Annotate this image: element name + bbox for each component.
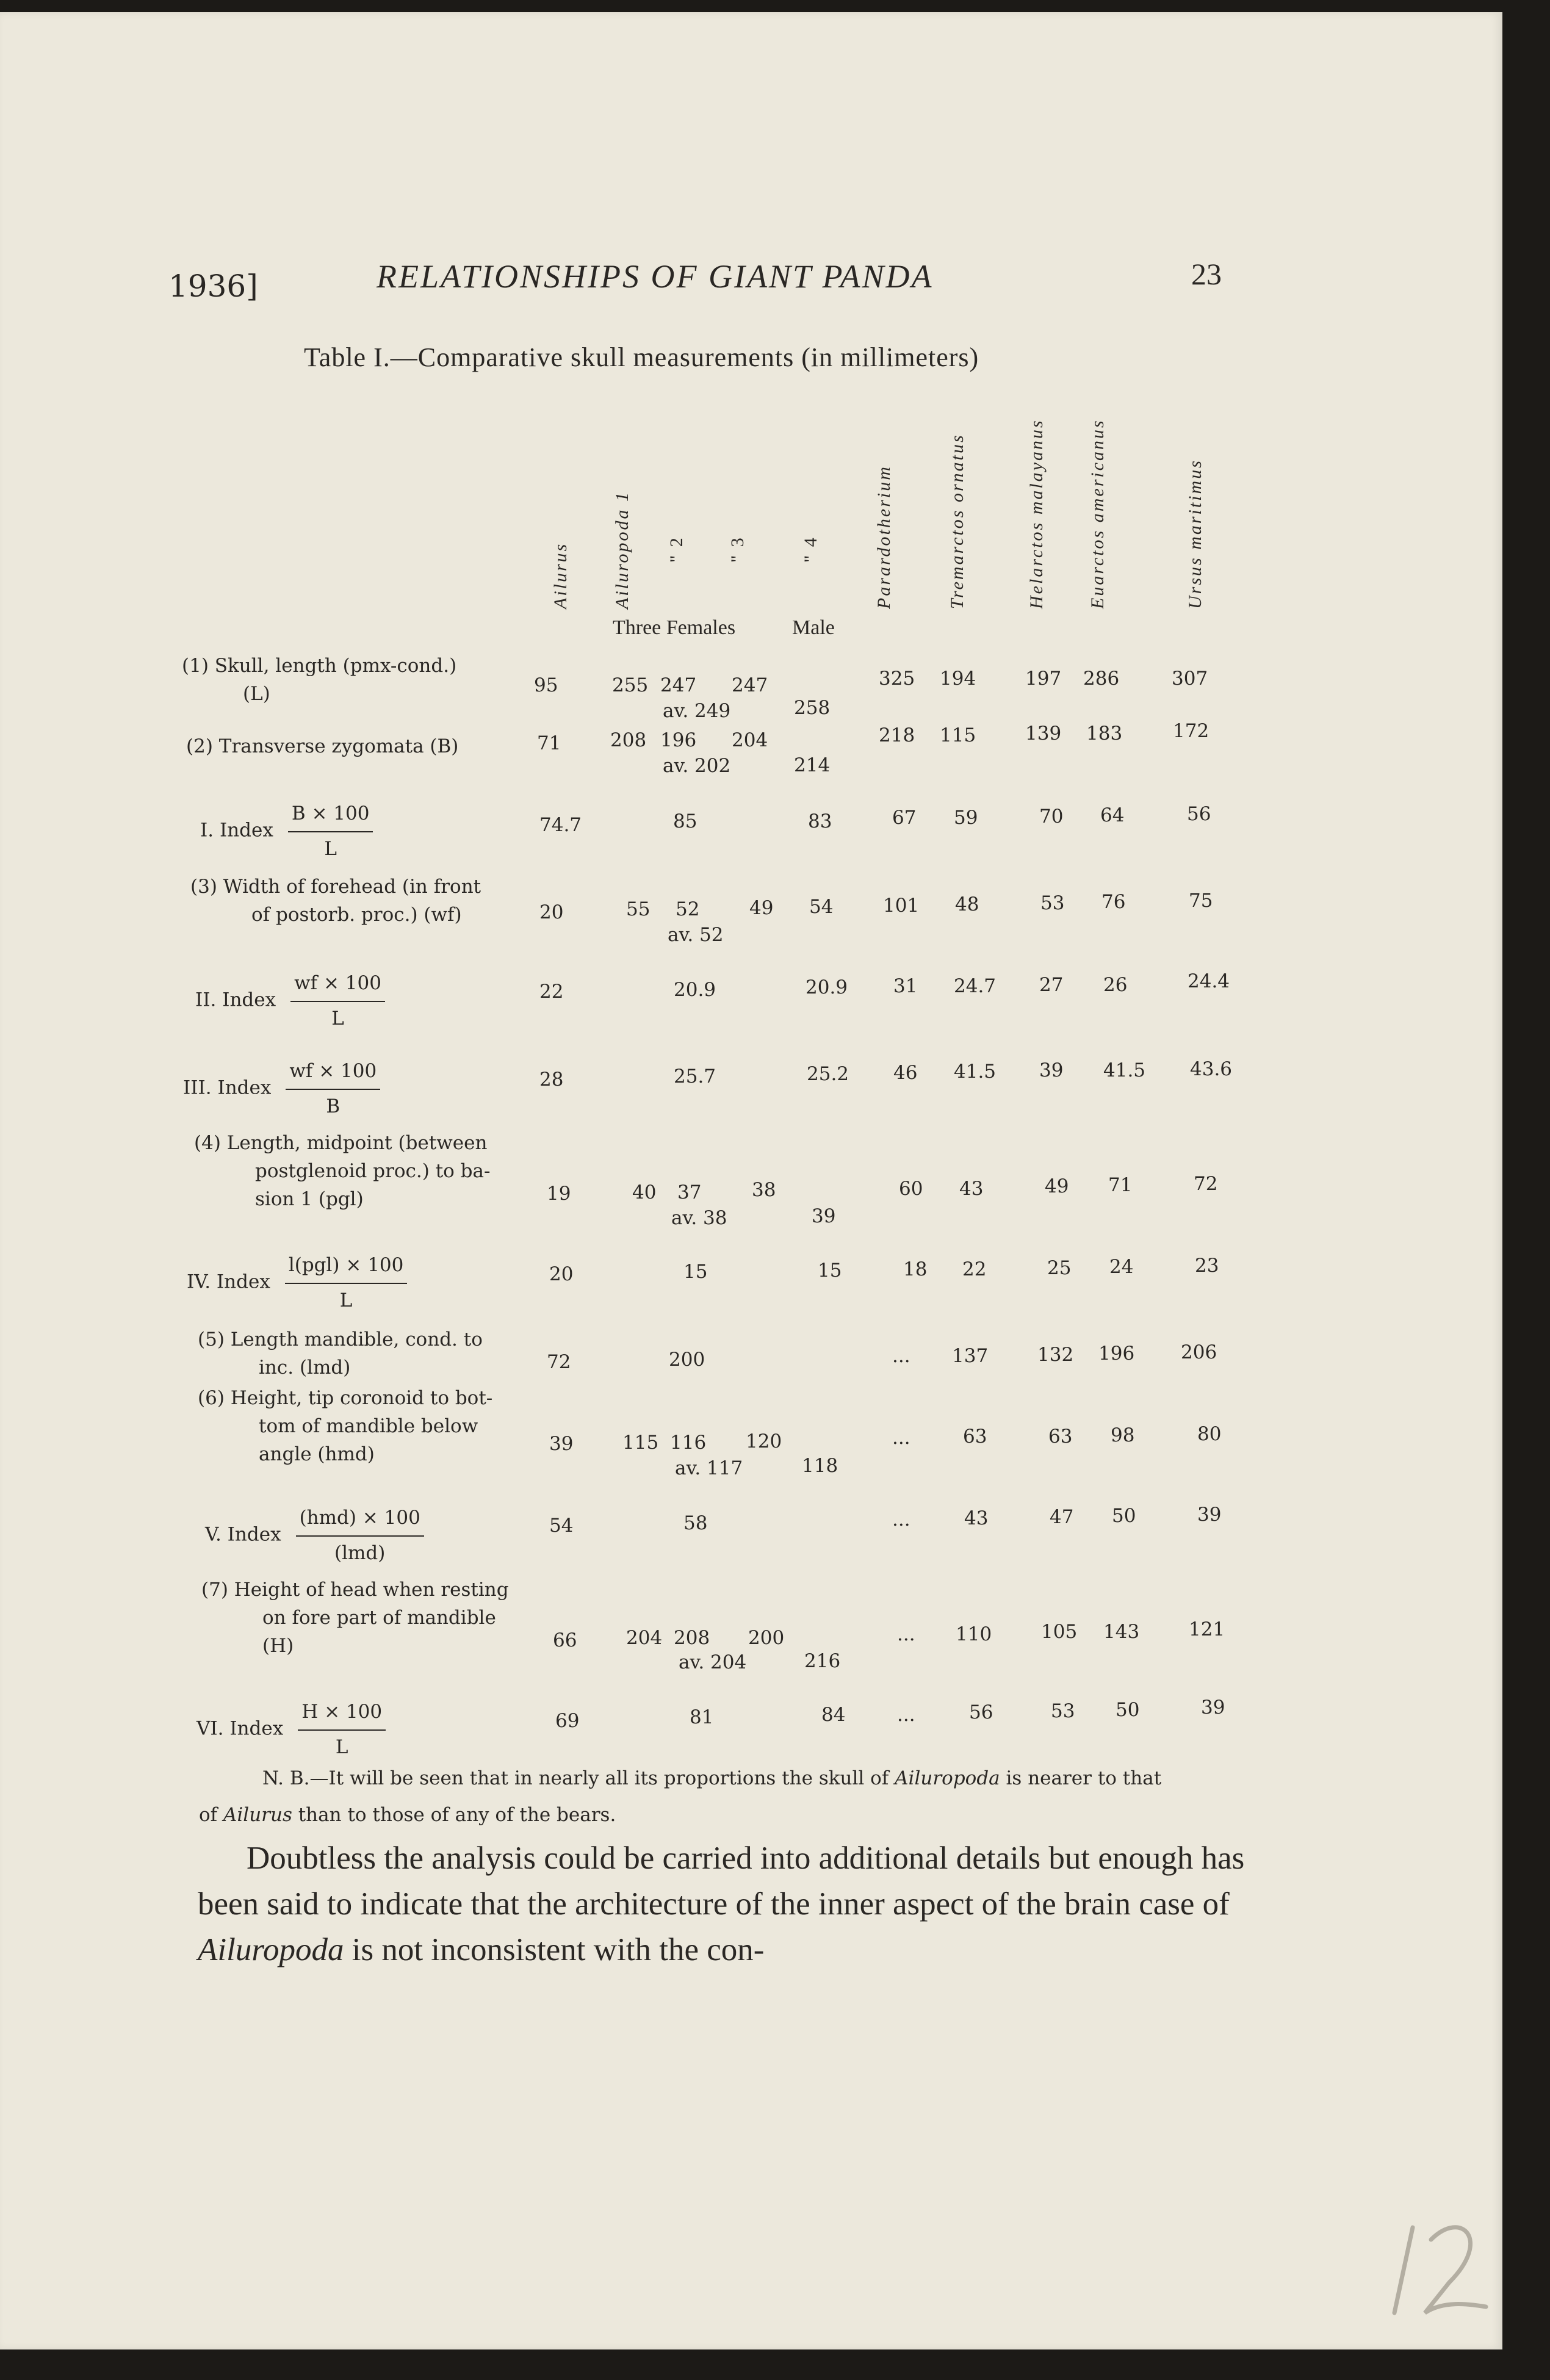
table-cell: 25 <box>1047 1257 1072 1279</box>
table-cell: 46 <box>893 1062 918 1084</box>
table-cell: 121 <box>1189 1618 1225 1640</box>
col-header-euarctos: Euarctos americanus <box>1087 419 1108 609</box>
table-cell: 69 <box>555 1710 580 1732</box>
table-cell: 66 <box>553 1629 577 1651</box>
table-cell: 84 <box>821 1704 846 1726</box>
row-label-transverse-zygomata: (2) Transverse zygomata (B) <box>186 735 459 757</box>
table-cell: 80 <box>1197 1423 1222 1445</box>
table-cell: 204 <box>626 1627 663 1649</box>
table-cell: 83 <box>808 810 832 832</box>
col-header-ursus: Ursus maritimus <box>1185 459 1205 609</box>
table-cell: 58 <box>683 1512 708 1534</box>
row-label-mandible-length: (5) Length mandible, cond. to inc. (lmd) <box>198 1329 483 1379</box>
table-cell: 39 <box>1201 1697 1225 1718</box>
table-cell: 52 <box>676 898 700 920</box>
index-label: IV. Index $\frac{\text{l(pgl) × 100}}{L}$ <box>187 1251 407 1314</box>
table-cell: 24.7 <box>954 975 997 997</box>
table-cell: 20.9 <box>806 976 848 998</box>
table-cell: 59 <box>954 807 978 829</box>
index-fraction: $\frac{\text{l(pgl) × 100}}{L}$ <box>285 1251 408 1314</box>
table-cell: 307 <box>1172 668 1208 690</box>
table-cell: 25.2 <box>807 1063 849 1085</box>
table-cell: 39 <box>812 1205 836 1227</box>
index-fraction: $\frac{wf \times 100}{L}$ <box>290 969 385 1033</box>
table-cell: 24.4 <box>1188 970 1230 992</box>
table-cell: 76 <box>1101 891 1126 913</box>
table-cell: 50 <box>1116 1699 1140 1721</box>
index-label: I. Index $\frac{B \times 100}{L}$ <box>200 799 373 863</box>
average-value: av. 38 <box>671 1207 727 1229</box>
index-label: III. Index $\frac{wf \times 100}{B}$ <box>183 1057 380 1120</box>
table-cell: 48 <box>955 893 979 915</box>
table-cell: 214 <box>794 754 831 776</box>
table-cell: 39 <box>1039 1059 1064 1081</box>
table-cell: 15 <box>683 1261 708 1283</box>
index-fraction: $\frac{H \times 100}{L}$ <box>298 1698 386 1761</box>
table-cell: 26 <box>1103 974 1128 996</box>
table-cell: 216 <box>804 1650 841 1672</box>
table-cell: 258 <box>794 697 831 719</box>
page-sheet <box>0 12 1502 2349</box>
table-cell: 40 <box>632 1181 657 1203</box>
table-cell: 50 <box>1112 1505 1136 1527</box>
table-cell: ... <box>892 1427 910 1449</box>
index-fraction: $\frac{wf \times 100}{B}$ <box>286 1057 380 1120</box>
table-cell: ... <box>897 1623 915 1645</box>
table-note: N. B.—It will be seen that in nearly all its proportions the skull of Ailuropoda is nearer to that <box>262 1767 1162 1789</box>
row-label-skull-length: (1) Skull, length (pmx-cond.) (L) <box>182 655 457 705</box>
group-male: Male <box>792 616 835 639</box>
table-cell: 53 <box>1040 892 1065 914</box>
table-cell: 53 <box>1051 1700 1075 1722</box>
table-cell: 183 <box>1086 723 1123 745</box>
table-cell: 95 <box>534 674 558 696</box>
table-cell: 43 <box>964 1507 989 1529</box>
table-cell: 43.6 <box>1190 1058 1233 1080</box>
row-label-midpoint-length: (4) Length, midpoint (between postglenoid proc.) to ba- sion 1 (pgl) <box>194 1132 491 1210</box>
table-cell: 64 <box>1100 804 1125 826</box>
table-cell: 197 <box>1025 668 1062 690</box>
index-fraction: $\frac{\text{(hmd) × 100}}{\text{(lmd)}}$ <box>296 1504 424 1567</box>
table-cell: 120 <box>746 1430 782 1452</box>
index-label: VI. Index $\frac{H \times 100}{L}$ <box>196 1698 386 1761</box>
table-cell: 208 <box>674 1627 710 1649</box>
table-cell: 56 <box>969 1701 993 1723</box>
table-cell: 55 <box>626 898 651 920</box>
table-cell: 172 <box>1173 720 1209 742</box>
table-cell: 60 <box>899 1178 923 1200</box>
index-fraction: $\frac{B \times 100}{L}$ <box>288 799 373 863</box>
table-cell: 31 <box>893 975 918 997</box>
table-cell: ... <box>892 1509 910 1531</box>
table-cell: 143 <box>1103 1621 1140 1643</box>
table-cell: 71 <box>1108 1174 1133 1196</box>
table-cell: 72 <box>547 1351 571 1373</box>
table-cell: 132 <box>1037 1344 1074 1366</box>
table-cell: 139 <box>1025 723 1062 745</box>
table-cell: 71 <box>537 732 561 754</box>
row-label-head-height: (7) Height of head when resting on fore part of mandible (H) <box>201 1579 509 1657</box>
table-cell: 204 <box>732 729 768 751</box>
table-cell: 49 <box>749 897 774 919</box>
table-cell: 218 <box>879 724 915 746</box>
table-cell: 39 <box>549 1433 574 1455</box>
col-header-ailuropoda3: " 3 <box>727 536 748 563</box>
table-cell: 200 <box>669 1349 705 1371</box>
table-cell: 22 <box>962 1258 987 1280</box>
table-cell: 54 <box>809 896 834 918</box>
table-cell: 110 <box>956 1623 992 1645</box>
table-cell: 25.7 <box>674 1066 716 1087</box>
table-cell: 255 <box>612 674 649 696</box>
table-cell: 49 <box>1045 1175 1069 1197</box>
col-header-tremarctos: Tremarctos ornatus <box>947 433 967 609</box>
table-cell: 41.5 <box>954 1061 997 1083</box>
table-note-line2: of Ailurus than to those of any of the bears. <box>199 1804 616 1826</box>
body-paragraph: Doubtless the analysis could be carried into additional details but enough has been said to indicate that the architecture of the inner aspect of the brain case of Ailuropoda is not inconsistent with the con- <box>198 1841 1245 1967</box>
table-cell: 74.7 <box>539 814 582 836</box>
table-cell: 63 <box>963 1426 987 1448</box>
table-cell: 196 <box>660 729 697 751</box>
table-cell: 54 <box>549 1515 574 1537</box>
table-cell: 115 <box>940 724 976 746</box>
header-year: 1936] <box>168 269 258 304</box>
table-cell: 15 <box>818 1260 842 1282</box>
table-cell: 63 <box>1048 1426 1073 1448</box>
table-cell: 38 <box>752 1179 776 1201</box>
table-cell: 22 <box>539 981 564 1003</box>
table-cell: 37 <box>677 1181 702 1203</box>
table-cell: 325 <box>879 668 915 690</box>
table-cell: 47 <box>1050 1506 1074 1528</box>
table-cell: 85 <box>673 810 698 832</box>
page-number: 23 <box>1191 257 1222 291</box>
col-header-ailuropoda4: " 4 <box>801 536 821 563</box>
table-cell: 67 <box>892 807 917 829</box>
table-cell: 75 <box>1189 890 1213 912</box>
row-label-forehead-width: (3) Width of forehead (in front of postorb. proc.) (wf) <box>190 876 481 926</box>
index-label: II. Index $\frac{wf \times 100}{L}$ <box>195 969 385 1033</box>
table-cell: 194 <box>940 668 976 690</box>
table-cell: 118 <box>802 1455 838 1477</box>
table-cell: 18 <box>903 1258 928 1280</box>
table-cell: 101 <box>883 895 920 917</box>
average-value: av. 249 <box>663 700 731 722</box>
table-cell: 23 <box>1195 1255 1219 1277</box>
table-cell: 208 <box>610 729 647 751</box>
table-cell: 24 <box>1109 1256 1134 1278</box>
table-cell: 56 <box>1187 803 1211 825</box>
table-cell: 196 <box>1098 1343 1135 1365</box>
average-value: av. 117 <box>675 1457 743 1479</box>
table-cell: 115 <box>622 1432 659 1454</box>
table-cell: 28 <box>539 1069 564 1091</box>
table-cell: 43 <box>959 1178 984 1200</box>
table-cell: 81 <box>690 1706 714 1728</box>
table-cell: 137 <box>952 1345 989 1367</box>
table-cell: 27 <box>1039 974 1064 996</box>
average-value: av. 202 <box>663 755 731 777</box>
table-cell: 247 <box>732 674 768 696</box>
index-label: V. Index $\frac{\text{(hmd) × 100}}{\text{(lmd)}}$ <box>205 1504 424 1567</box>
table-cell: 39 <box>1197 1504 1222 1526</box>
table-cell: ... <box>892 1345 910 1367</box>
average-value: av. 52 <box>668 924 724 946</box>
table-caption: Table I.—Comparative skull measurements (in millimeters) <box>304 342 979 372</box>
average-value: av. 204 <box>679 1651 747 1673</box>
table-cell: 286 <box>1083 668 1120 690</box>
table-cell: 20.9 <box>674 979 716 1001</box>
table-cell: 206 <box>1181 1341 1217 1363</box>
table-cell: 20 <box>539 901 564 923</box>
col-header-helarctos: Helarctos malayanus <box>1026 419 1047 609</box>
handwritten-mark <box>1388 2203 1492 2325</box>
table-cell: 98 <box>1111 1424 1135 1446</box>
group-females: Three Females <box>613 616 736 639</box>
header-title: RELATIONSHIPS OF GIANT PANDA <box>377 258 934 295</box>
table-cell: 20 <box>549 1263 574 1285</box>
col-header-parardotherium: Parardotherium <box>874 465 894 609</box>
col-header-ailuropoda1: Ailuropoda 1 <box>612 490 632 609</box>
col-header-ailuropoda2: " 2 <box>666 536 687 563</box>
table-cell: 70 <box>1039 806 1064 828</box>
table-cell: ... <box>897 1704 915 1726</box>
col-header-ailurus: Ailurus <box>550 542 571 609</box>
table-cell: 247 <box>660 674 697 696</box>
row-label-coronoid-height: (6) Height, tip coronoid to bot- tom of mandible below angle (hmd) <box>198 1387 493 1465</box>
table-cell: 41.5 <box>1103 1059 1146 1081</box>
table-cell: 200 <box>748 1627 785 1649</box>
table-cell: 105 <box>1041 1621 1078 1643</box>
table-cell: 19 <box>547 1183 571 1205</box>
table-cell: 116 <box>670 1432 707 1454</box>
table-cell: 72 <box>1194 1173 1218 1195</box>
